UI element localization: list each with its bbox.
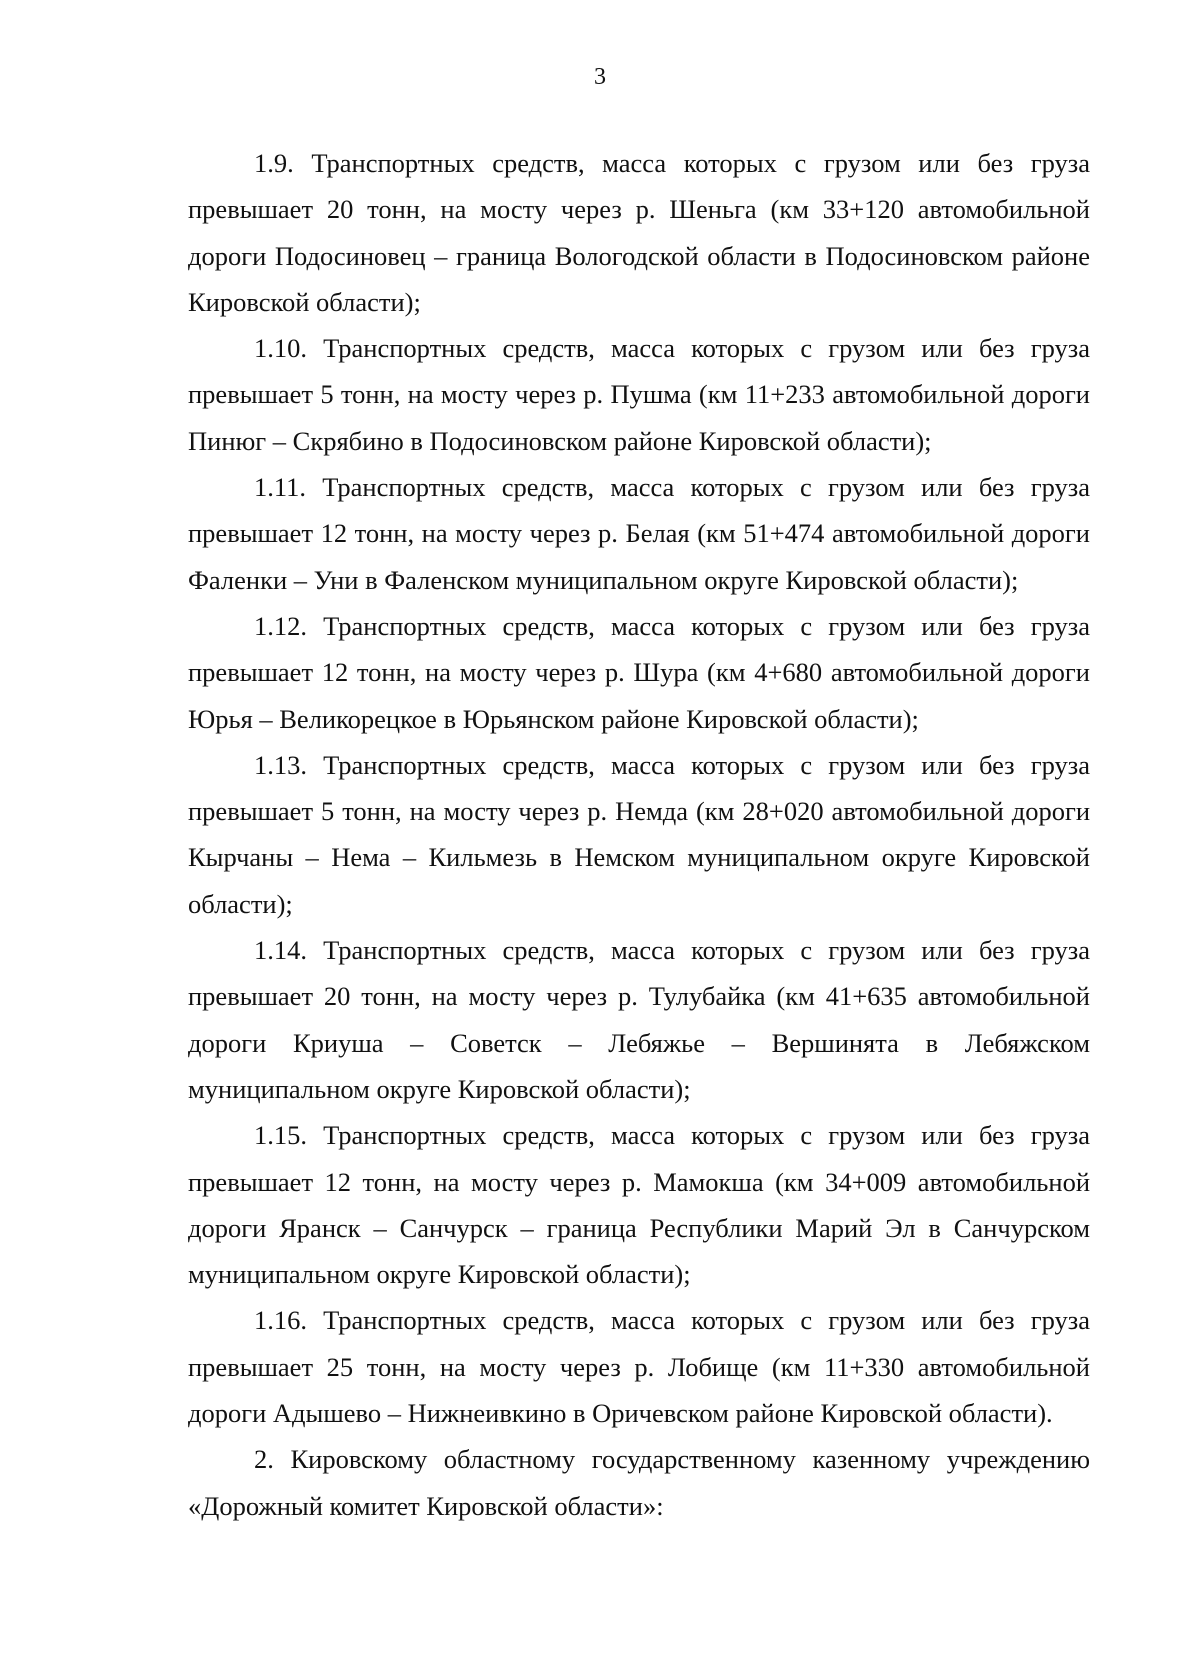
paragraph-1-16: 1.16. Транспортных средств, масса которых с грузом или без груза превышает 25 тонн, на мосту через р. Лобище (км 11+330 автомобильной дороги Адышево – Нижнеивкино в Оричевском районе Кировской области). (188, 1305, 1090, 1429)
paragraph-2: 2. Кировскому областному государственному казенному учреждению «Дорожный комитет Кировской области»: (188, 1444, 1090, 1521)
paragraph-1-13: 1.13. Транспортных средств, масса которых с грузом или без груза превышает 5 тонн, на мосту через р. Немда (км 28+020 автомобильной дороги Кырчаны – Нема – Кильмезь в Немском муниципальном округе Кировской области); (188, 749, 1090, 919)
paragraph-1-10: 1.10. Транспортных средств, масса которых с грузом или без груза превышает 5 тонн, на мосту через р. Пушма (км 11+233 автомобильной дороги Пинюг – Скрябино в Подосиновском районе Кировской области); (188, 333, 1090, 456)
document-body (188, 140, 1090, 1529)
paragraph-1-15: 1.15. Транспортных средств, масса которых с грузом или без груза превышает 12 тонн, на мосту через р. Мамокша (км 34+009 автомобильной дороги Яранск – Санчурск – граница Республики Марий Эл в Санчурском муниципальном округе Кировской области); (188, 1120, 1090, 1290)
paragraph-1-11: 1.11. Транспортных средств, масса которых с грузом или без груза превышает 12 тонн, на мосту через р. Белая (км 51+474 автомобильной дороги Фаленки – Уни в Фаленском муниципальном округе Кировской области); (188, 472, 1090, 595)
paragraph-1-12: 1.12. Транспортных средств, масса которых с грузом или без груза превышает 12 тонн, на мосту через р. Шура (км 4+680 автомобильной дороги Юрья – Великорецкое в Юрьянском районе Кировской области); (188, 610, 1090, 734)
page-number: 3 (594, 64, 606, 90)
paragraph-1-14: 1.14. Транспортных средств, масса которых с грузом или без груза превышает 20 тонн, на мосту через р. Тулубайка (км 41+635 автомобильной дороги Криуша – Советск – Лебяжье – Вершинята в Лебяжском муниципальном округе Кировской области); (188, 935, 1090, 1104)
paragraph-1-9: 1.9. Транспортных средств, масса которых с грузом или без груза превышает 20 тонн, на мосту через р. Шеньга (км 33+120 автомобильной дороги Подосиновец – граница Вологодской области в Подосиновском районе Кировской области); (188, 148, 1090, 317)
